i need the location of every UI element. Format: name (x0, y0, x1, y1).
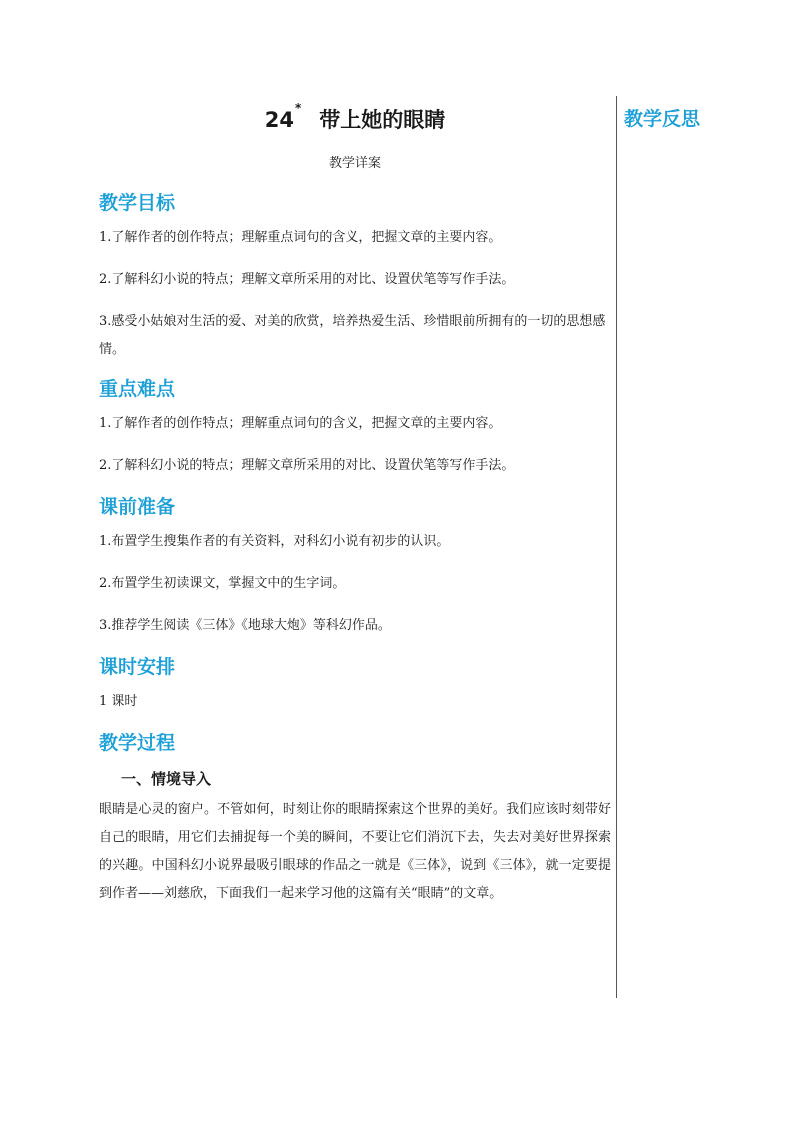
intro-paragraph: 眼睛是心灵的窗户。不管如何，时刻让你的眼睛探索这个世界的美好。我们应该时刻带好自己的眼睛，用它们去捕捉每一个美的瞬间，不要让它们消沉下去，失去对美好世界探索的兴趣。中国科幻小说界最吸引眼球的作品之一就是《三体》，说到《三体》，就一定要提到作者——刘慈欣，下面我们一起来学习他的这篇有关“眼睛”的文章。 (99, 802, 611, 901)
section-heading-keypoints: 重点难点 (99, 378, 176, 400)
prep-item: 1.布置学生搜集作者的有关资料，对科幻小说有初步的认识。 (99, 534, 450, 549)
self-study-mark: * (294, 101, 302, 115)
section-heading-schedule: 课时安排 (99, 656, 176, 678)
lesson-title: 带上她的眼睛 (319, 108, 446, 132)
page-title (99, 101, 611, 134)
reflection-heading: 教学反思 (624, 108, 701, 130)
goal-item: 1.了解作者的创作特点；理解重点词句的含义，把握文章的主要内容。 (99, 230, 502, 245)
section-heading-prep: 课前准备 (99, 496, 176, 518)
keypoint-item: 1.了解作者的创作特点；理解重点词句的含义，把握文章的主要内容。 (99, 416, 502, 431)
prep-item: 3.推荐学生阅读《三体》《地球大炮》等科幻作品。 (99, 618, 391, 633)
lesson-number: 24 (264, 108, 294, 132)
page-subtitle: 教学详案 (328, 156, 381, 171)
schedule-text: 1 课时 (99, 694, 138, 709)
lesson-plan-body (99, 96, 611, 908)
prep-item: 2.布置学生初读课文，掌握文中的生字词。 (99, 576, 346, 591)
step-heading-intro: 一、情境导入 (121, 770, 212, 788)
section-heading-process: 教学过程 (99, 732, 176, 754)
column-divider (616, 96, 617, 998)
goal-item: 2.了解科幻小说的特点；理解文章所采用的对比、设置伏笔等写作手法。 (99, 272, 515, 287)
section-heading-goals: 教学目标 (99, 192, 176, 214)
reflection-column (624, 104, 700, 131)
keypoint-item: 2.了解科幻小说的特点；理解文章所采用的对比、设置伏笔等写作手法。 (99, 458, 515, 473)
goal-item: 3.感受小姑娘对生活的爱、对美的欣赏，培养热爱生活、珍惜眼前所拥有的一切的思想感情。 (99, 314, 606, 357)
